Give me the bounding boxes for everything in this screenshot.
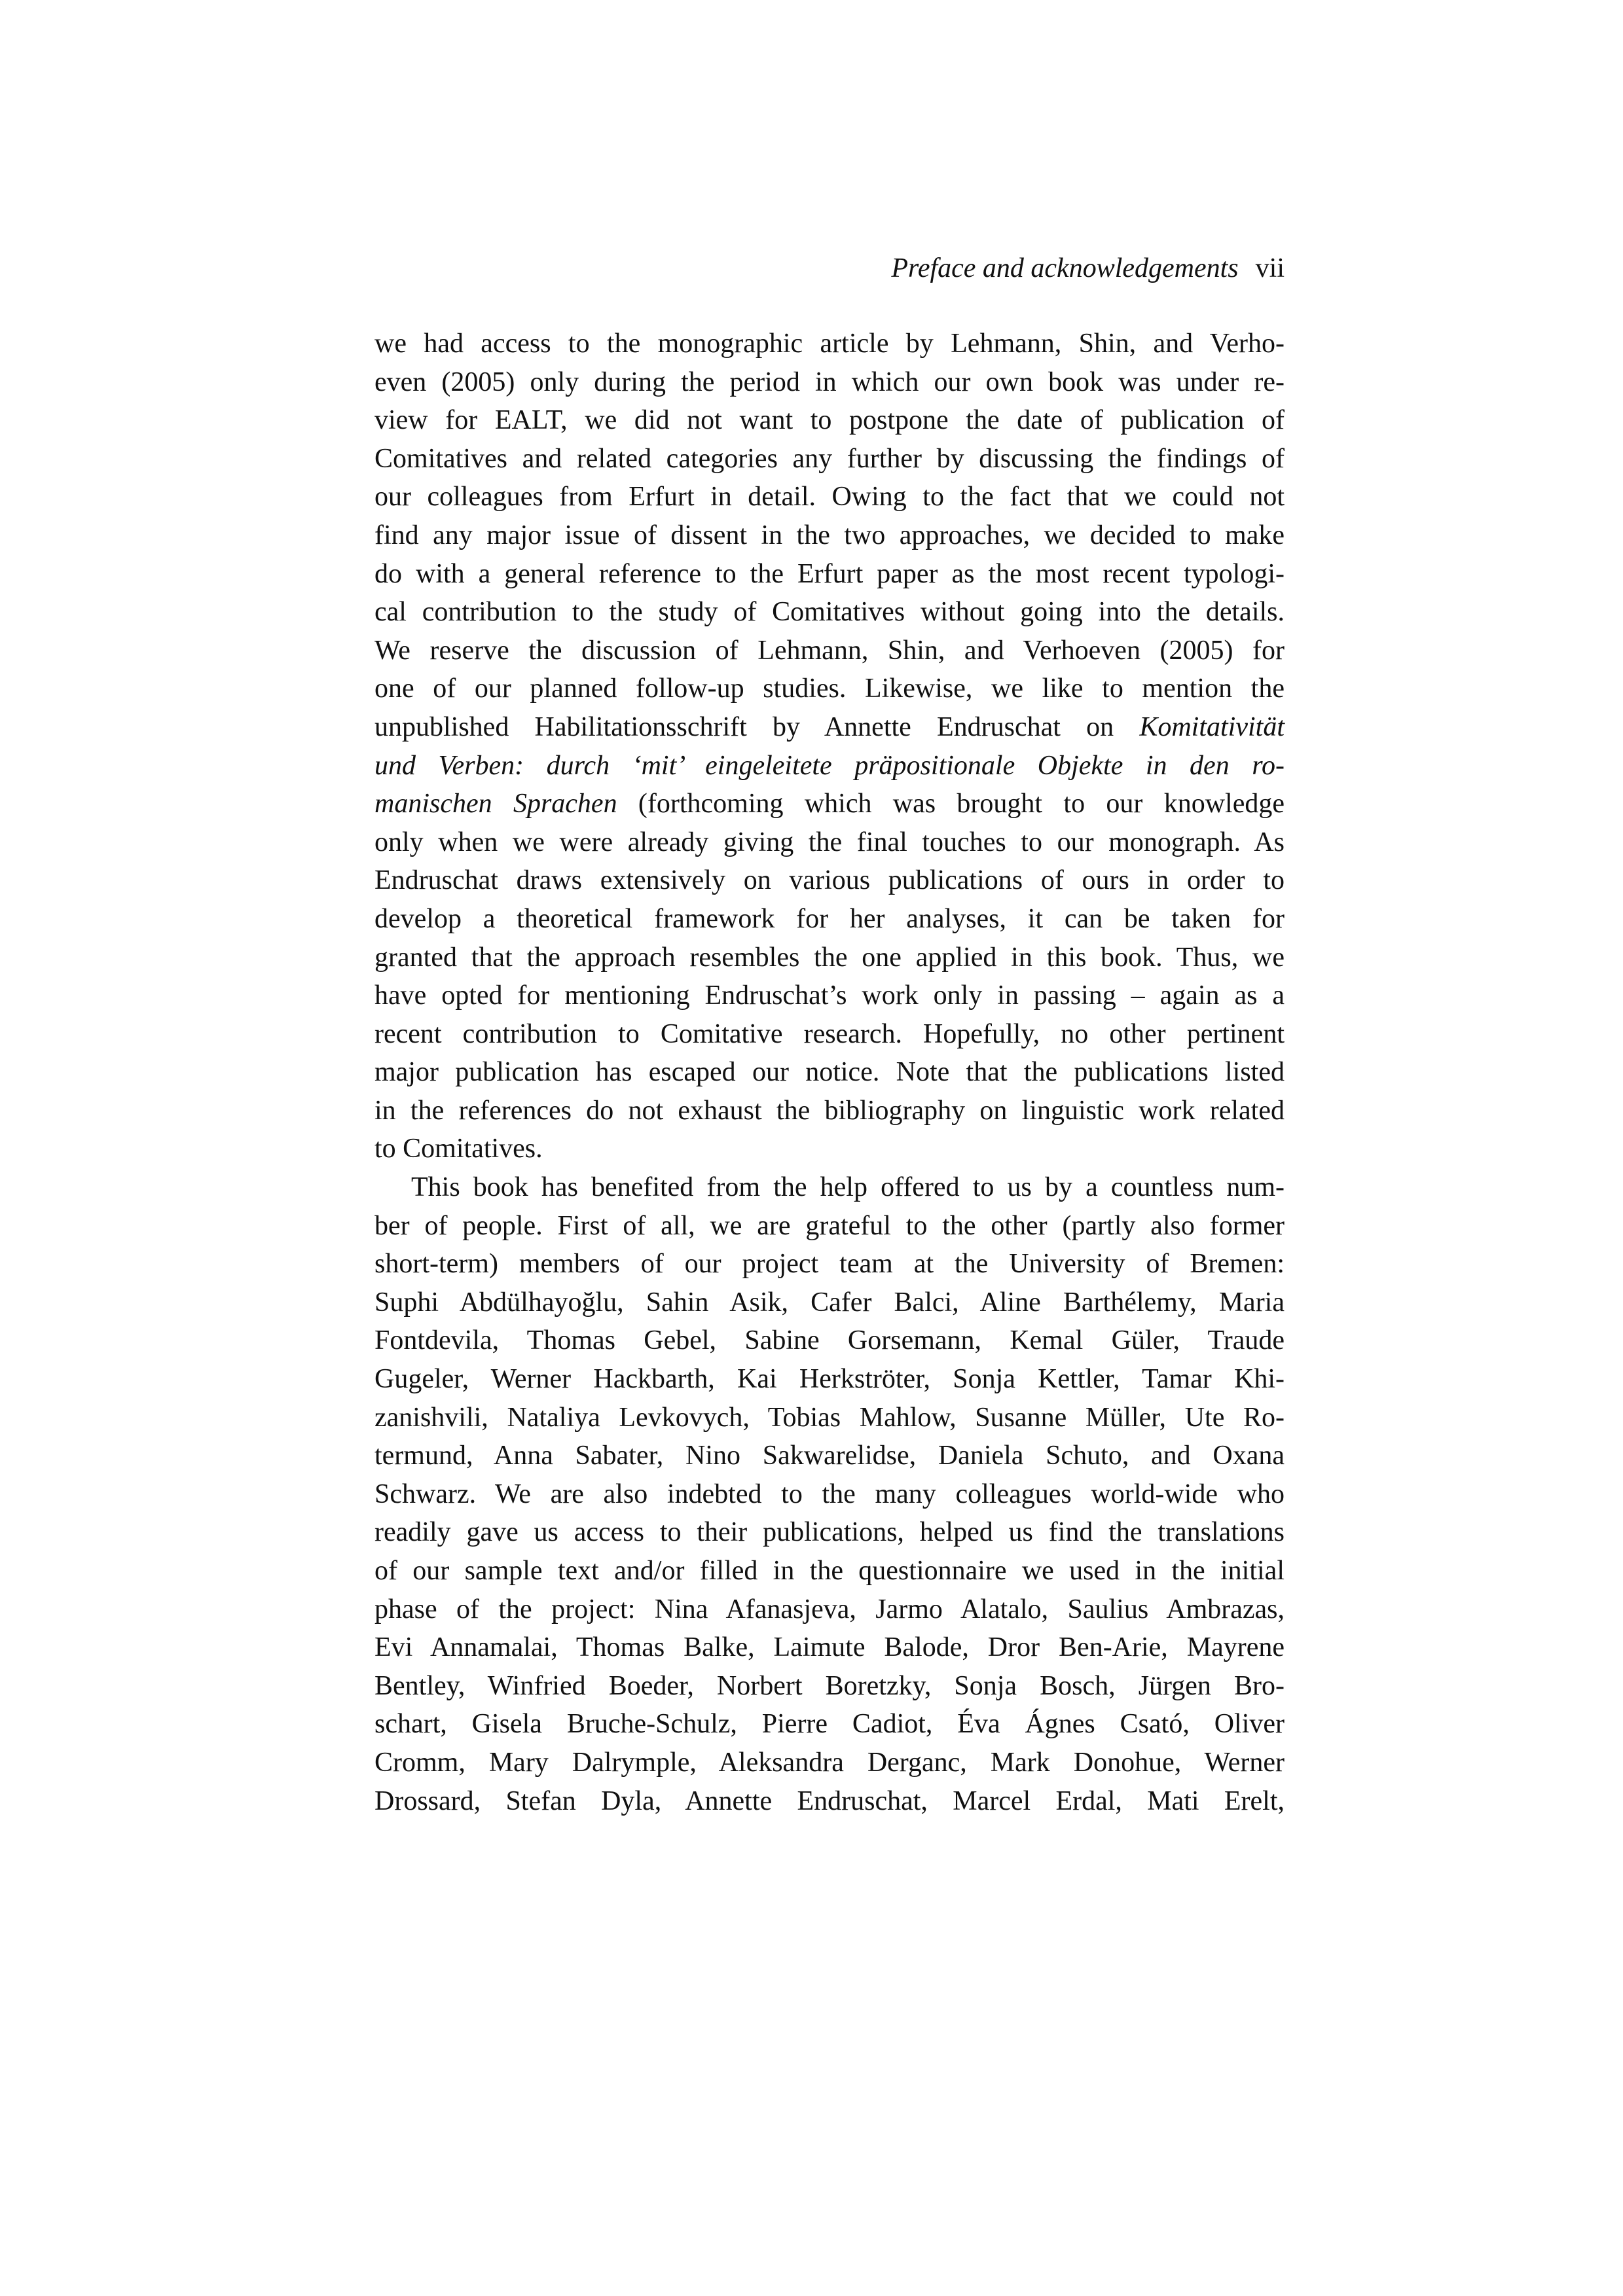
text-line: phase of the project: Nina Afanasjeva, Jarmo Alatalo, Saulius Ambrazas, [374, 1594, 1285, 1624]
text-line: Endruschat draws extensively on various publications of ours in order to [374, 865, 1285, 896]
text-line: This book has benefited from the help offered to us by a countless num- [411, 1172, 1285, 1203]
text-line: develop a theoretical framework for her analyses, it can be taken for [374, 903, 1285, 934]
text-line: Evi Annamalai, Thomas Balke, Laimute Balode, Dror Ben-Arie, Mayrene [374, 1632, 1285, 1663]
book-title-italic: und Verben: durch ‘mit’ eingeleitete präpositionale Objekte in den ro- [374, 750, 1285, 781]
text-line: major publication has escaped our notice. Note that the publications listed [374, 1057, 1285, 1088]
text-line: only when we were already giving the final touches to our monograph. As [374, 827, 1285, 857]
text-line: Suphi Abdülhayoğlu, Sahin Asik, Cafer Balci, Aline Barthélemy, Maria [374, 1287, 1285, 1318]
text-line: Comitatives and related categories any further by discussing the findings of [374, 443, 1285, 474]
text-line [374, 708, 1285, 747]
text-line [374, 785, 1285, 823]
text-line: readily gave us access to their publications, helped us find the translations [374, 1517, 1285, 1548]
text-line: short-term) members of our project team at the University of Bremen: [374, 1249, 1285, 1280]
text-line: view for EALT, we did not want to postpone the date of publication of [374, 405, 1285, 436]
text-line: ber of people. First of all, we are grateful to the other (partly also former [374, 1210, 1285, 1241]
page-number: vii [1255, 253, 1285, 283]
running-head [374, 250, 1285, 287]
text-line: even (2005) only during the period in which our own book was under re- [374, 367, 1285, 397]
text-line: schart, Gisela Bruche-Schulz, Pierre Cadiot, Éva Ágnes Csató, Oliver [374, 1709, 1285, 1740]
text-line: our colleagues from Erfurt in detail. Owing to the fact that we could not [374, 482, 1285, 512]
text-line: to Comitatives. [374, 1134, 543, 1164]
body-text [374, 325, 1285, 1820]
paragraph-2 [374, 1168, 1285, 1820]
text-line: have opted for mentioning Endruschat’s work only in passing – again as a [374, 980, 1285, 1011]
book-title-italic: manischen Sprachen [374, 789, 617, 819]
text-line: zanishvili, Nataliya Levkovych, Tobias Mahlow, Susanne Müller, Ute Ro- [374, 1402, 1285, 1433]
text-line: in the references do not exhaust the bibliography on linguistic work related [374, 1095, 1285, 1126]
book-title-italic: Komitativität [1139, 711, 1285, 742]
text-line: Drossard, Stefan Dyla, Annette Endruschat, Marcel Erdal, Mati Erelt, [374, 1785, 1285, 1816]
text-line: Cromm, Mary Dalrymple, Aleksandra Derganc, Mark Donohue, Werner [374, 1747, 1285, 1778]
text-line: one of our planned follow-up studies. Likewise, we like to mention the [374, 673, 1285, 704]
text-line: Fontdevila, Thomas Gebel, Sabine Gorsemann, Kemal Güler, Traude [374, 1325, 1285, 1356]
text-line: do with a general reference to the Erfurt paper as the most recent typologi- [374, 558, 1285, 589]
text-line: We reserve the discussion of Lehmann, Shin, and Verhoeven (2005) for [374, 635, 1285, 666]
text-segment: (forthcoming which was brought to our knowledge [617, 789, 1285, 819]
text-line: we had access to the monographic article by Lehmann, Shin, and Verho- [374, 329, 1285, 359]
text-segment: unpublished Habilitationsschrift by Annette Endruschat on [374, 711, 1140, 742]
running-head-title: Preface and acknowledgements [891, 253, 1239, 283]
text-line: cal contribution to the study of Comitatives without going into the details. [374, 597, 1285, 628]
paragraph-1 [374, 325, 1285, 1168]
text-line: find any major issue of dissent in the two approaches, we decided to make [374, 520, 1285, 550]
text-line: recent contribution to Comitative research. Hopefully, no other pertinent [374, 1018, 1285, 1049]
text-line: termund, Anna Sabater, Nino Sakwarelidse, Daniela Schuto, and Oxana [374, 1441, 1285, 1471]
text-line: Schwarz. We are also indebted to the many colleagues world-wide who [374, 1479, 1285, 1509]
text-line: of our sample text and/or filled in the questionnaire we used in the initial [374, 1556, 1285, 1586]
text-line: Bentley, Winfried Boeder, Norbert Boretzky, Sonja Bosch, Jürgen Bro- [374, 1670, 1285, 1701]
text-line: Gugeler, Werner Hackbarth, Kai Herkströter, Sonja Kettler, Tamar Khi- [374, 1364, 1285, 1395]
text-line: granted that the approach resembles the one applied in this book. Thus, we [374, 942, 1285, 973]
